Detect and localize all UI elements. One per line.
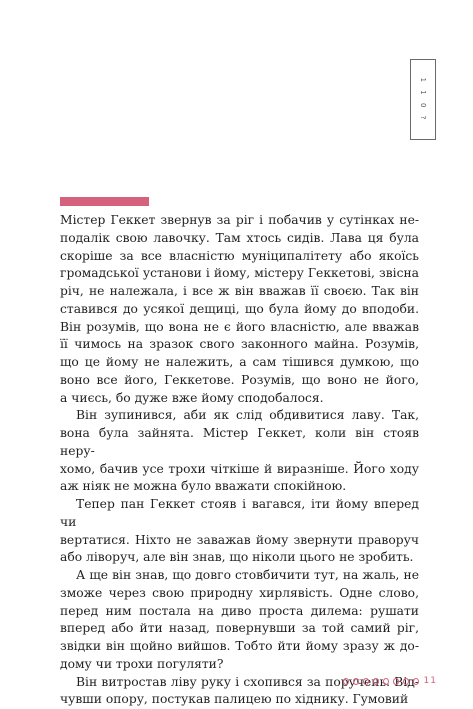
text-line: подалік свою лавочку. Там хтось сидів. Лава ця була (60, 230, 419, 248)
footer-dot (363, 678, 369, 685)
text-line: ставився до усякої дещиці, що була йому до вподоби. (60, 301, 419, 319)
text-line: А ще він знав, що довго стовбичити тут, на жаль, не (60, 567, 419, 585)
text-line: Тепер пан Геккет стояв і вагався, іти йому вперед чи (60, 496, 419, 532)
text-line: річ, не належала, і все ж він вважав її своєю. Так він (60, 283, 419, 301)
paragraph (60, 407, 419, 496)
side-tab-label: 1 1 0 ? (419, 77, 427, 122)
text-line: вперед або йти назад, повернувши за той самий ріг, (60, 620, 419, 638)
chapter-side-tab (410, 59, 436, 140)
text-line: Він розумів, що вона не є його власністю, але вважав (60, 319, 419, 337)
text-line: Він зупинився, аби як слід обдивитися лаву. Так, (60, 407, 419, 425)
text-line: чувши опору, постукав палицею по хіднику. Гумовий (60, 691, 419, 709)
page-dots (343, 678, 419, 685)
text-line: вона була зайнята. Містер Геккет, коли він стояв неру- (60, 425, 419, 461)
text-line: звідки він щойно вийшов. Тобто йти йому зразу ж до- (60, 638, 419, 656)
paragraph (60, 496, 419, 567)
text-line: Містер Геккет звернув за ріг і побачив у сутінках не- (60, 212, 419, 230)
text-line: Він витростав ліву руку і схопився за поручень. Від- (60, 674, 419, 692)
text-line: аж ніяк не можна було вважати спокійною. (60, 478, 419, 496)
footer-dot (343, 678, 349, 685)
text-line: громадської установи і йому, містеру Геккетові, звісна (60, 265, 419, 283)
text-line: хомо, бачив усе трохи чіткіше й виразніше. Його ходу (60, 461, 419, 479)
text-line: воно все його, Геккетове. Розумів, що воно не його, (60, 372, 419, 390)
text-line: її чимось на зразок свого законного майна. Розумів, (60, 336, 419, 354)
footer-dot (373, 678, 379, 685)
text-line: скоріше за все власністю муніципалітету або якоїсь (60, 248, 419, 266)
page-footer (343, 676, 437, 686)
footer-dot (413, 678, 419, 685)
text-line: або ліворуч, але він знав, що ніколи цього не зробить. (60, 549, 419, 567)
chapter-accent-bar (60, 197, 149, 206)
text-line: а чиєсь, бо дуже вже йому сподобалося. (60, 390, 419, 408)
footer-dot (353, 678, 359, 685)
footer-dot (383, 678, 389, 685)
page-number: 11 (424, 676, 437, 686)
footer-dot (393, 678, 399, 685)
footer-dot (403, 678, 409, 685)
body-text (60, 212, 419, 709)
text-line: що це йому не належить, а сам тішився думкою, що (60, 354, 419, 372)
paragraph (60, 212, 419, 407)
text-line: зможе через свою природну хирлявість. Одне слово, (60, 585, 419, 603)
text-line: дому чи трохи погуляти? (60, 656, 419, 674)
text-line: вертатися. Ніхто не заважав йому звернути праворуч (60, 532, 419, 550)
text-line: перед ним постала на диво проста дилема: рушати (60, 603, 419, 621)
paragraph (60, 567, 419, 674)
